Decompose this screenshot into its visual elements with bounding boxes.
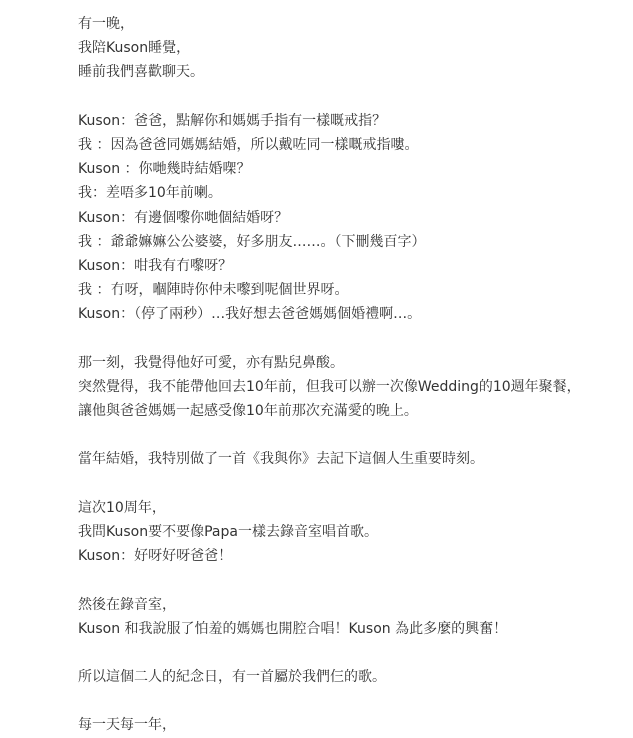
paragraph	[78, 447, 626, 471]
paragraph-spacer	[78, 423, 626, 447]
text-line: Kuson：有邊個嚟你哋個結婚呀？	[78, 209, 289, 226]
text-line: Kuson：（停了兩秒）…我好想去爸爸媽媽個婚禮啊…。	[78, 306, 422, 323]
paragraph	[78, 593, 626, 641]
text-line: 我陪Kuson睡覺，	[78, 40, 191, 57]
text-line: 我 ：因為爸爸同媽媽結婚，所以戴咗同一樣嘅戒指嘍。	[78, 136, 419, 153]
paragraph	[78, 713, 626, 737]
text-line: 我 ：冇呀，嗰陣時你仲未嚟到呢個世界呀。	[78, 282, 349, 299]
text-line: 突然覺得，我不能帶他回去10年前，但我可以辦一次像Wedding的10週年聚餐，	[78, 378, 581, 395]
text-line: Kuson 和我說服了怕羞的媽媽也開腔合唱！Kuson 為此多麼的興奮！	[78, 620, 508, 637]
article-body	[78, 12, 626, 738]
dialogue-paragraph	[78, 109, 626, 327]
paragraph	[78, 665, 626, 689]
text-line: 每一天每一年，	[78, 717, 176, 734]
text-line: Kuson ：你哋幾時結婚㗎？	[78, 161, 251, 178]
text-line: 那一刻，我覺得他好可愛，亦有點兒鼻酸。	[78, 354, 344, 371]
paragraph-spacer	[78, 85, 626, 109]
paragraph-spacer	[78, 641, 626, 665]
text-line: Kuson：好呀好呀爸爸！	[78, 548, 233, 565]
text-line: 我：差唔多10年前喇。	[78, 185, 222, 202]
text-line: 然後在錄音室，	[78, 596, 176, 613]
paragraph-spacer	[78, 326, 626, 350]
text-line: Kuson：爸爸，點解你和媽媽手指有一樣嘅戒指？	[78, 112, 387, 129]
paragraph	[78, 496, 626, 569]
text-line: 我問Kuson要不要像Papa一樣去錄音室唱首歌。	[78, 523, 378, 540]
paragraph-spacer	[78, 689, 626, 713]
paragraph-spacer	[78, 472, 626, 496]
text-line: 睡前我們喜歡聊天。	[78, 64, 204, 81]
text-line: 當年結婚，我特別做了一首《我與你》去記下這個人生重要時刻。	[78, 451, 484, 468]
text-line: 有一晚，	[78, 16, 134, 32]
text-line: 我 ：爺爺嫲嫲公公婆婆，好多朋友……。（下刪幾百字）	[78, 233, 426, 250]
paragraph	[78, 12, 626, 85]
text-line: 這次10周年，	[78, 499, 166, 516]
text-line: 讓他與爸爸媽媽一起感受像10年前那次充滿愛的晚上。	[78, 403, 418, 419]
paragraph-spacer	[78, 568, 626, 592]
text-line: Kuson：咁我有冇嚟呀？	[78, 257, 233, 274]
paragraph	[78, 351, 626, 424]
text-line: 所以這個二人的紀念日，有一首屬於我們仨的歌。	[78, 669, 386, 686]
